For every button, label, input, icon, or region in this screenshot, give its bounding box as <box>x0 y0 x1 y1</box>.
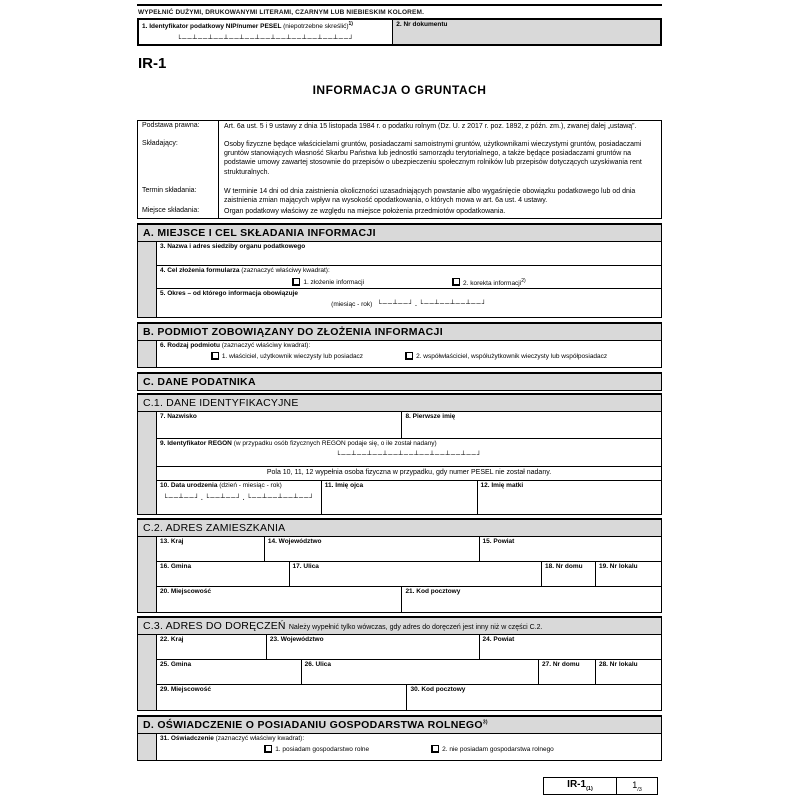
section-c1-body <box>137 412 662 515</box>
field-25-gmina[interactable] <box>157 660 302 684</box>
field-21-label: 21. Kod pocztowy <box>405 587 461 595</box>
legal-row-text: Organ podatkowy właściwy ze względu na miejsce położenia przedmiotów opodatkowania. <box>218 206 661 217</box>
field-29-label: 29. Miejscowość <box>160 685 211 693</box>
left-gray-strip <box>138 242 157 317</box>
field-21-kod-pocztowy[interactable] <box>402 587 661 612</box>
field-7-label: 7. Nazwisko <box>160 412 197 420</box>
field-6-label: 6. Rodzaj podmiotu <box>160 341 222 349</box>
field-8-label: 8. Pierwsze imię <box>405 412 456 420</box>
legal-row-text: W terminie 14 dni od dnia zaistnienia okoliczności uzasadniających powstanie albo wygaśnięcie obowiązku podatkowego lub od dnia zaistnienia zmian mających wpływ na wysokość opodatkowania, o których mowa w art. 6a ust. 4 ustawy. <box>218 186 661 206</box>
field-10-data-urodzenia[interactable] <box>157 481 322 514</box>
option-label: 2. korekta informacji$^{2)}$ <box>463 277 526 287</box>
field-1-nip-pesel[interactable] <box>139 20 393 44</box>
field-9-label-note: (w przypadku osób fizycznych REGON podaje się, o ile został nadany) <box>233 439 437 447</box>
field-5-hint: (miesiąc - rok) <box>331 301 373 309</box>
left-gray-strip <box>138 412 157 514</box>
form-title: INFORMACJA O GRUNTACH <box>312 83 487 97</box>
option-label: 1. posiadam gospodarstwo rolne <box>275 745 370 753</box>
field-4-label-note: (zaznaczyć właściwy kwadrat): <box>241 266 330 274</box>
section-a-body <box>137 242 662 318</box>
legal-row <box>138 121 661 139</box>
field-16-gmina[interactable] <box>157 562 290 586</box>
fill-instruction: WYPEŁNIĆ DUŻYMI, DRUKOWANYMI LITERAMI, CZARNYM LUB NIEBIESKIM KOLOREM. <box>138 9 425 16</box>
section-c-header: C. DANE PODATNIKA <box>137 372 662 391</box>
field-5-label: 5. Okres – od którego informacja obowiązuje <box>160 289 298 297</box>
footnote-1-marker: 1) <box>348 21 353 27</box>
field-7-nazwisko[interactable] <box>157 412 402 438</box>
field-1-comb: └──┴──┴──┴──┴──┴──┴──┴──┴──┴──┴──┘ <box>176 34 355 43</box>
left-gray-strip <box>138 734 157 760</box>
option-wlasciciel[interactable] <box>211 352 363 360</box>
field-15-powiat[interactable] <box>480 537 661 561</box>
row-note <box>157 467 661 481</box>
option-label: 2. współwłaściciel, współużytkownik wieczysty lub współposiadacz <box>416 352 608 360</box>
ir1-form <box>137 0 662 761</box>
checkbox-icon[interactable] <box>264 745 272 753</box>
field-26-ulica[interactable] <box>302 660 539 684</box>
option-zlozenie-informacji[interactable] <box>292 278 364 287</box>
field-28-nr-lokalu[interactable] <box>596 660 661 684</box>
option-posiadam-gospodarstwo[interactable] <box>264 745 369 753</box>
field-16-label: 16. Gmina <box>160 562 192 570</box>
field-29-miejscowosc[interactable] <box>157 685 407 710</box>
legal-row <box>138 206 661 217</box>
field-14-label: 14. Województwo <box>267 537 322 545</box>
field-12-label: 12. Imię matki <box>480 481 524 489</box>
field-2-label: 2. Nr dokumentu <box>396 21 448 28</box>
field-11-label: 11. Imię ojca <box>324 481 364 489</box>
left-gray-strip <box>138 537 157 612</box>
option-label: 1. złożenie informacji <box>303 278 365 286</box>
left-gray-strip <box>138 635 157 710</box>
footer-page-number: $1_{/3}$ <box>632 780 642 793</box>
footnote-2-marker: 2) <box>521 277 526 284</box>
field-4-label: 4. Cel złożenia formularza <box>160 266 242 274</box>
field-5-comb: └──┴──┘.└──┴──┴──┴──┘ <box>377 300 487 309</box>
field-20-miejscowosc[interactable] <box>157 587 402 612</box>
field-1-label: 1. Identyfikator podatkowy NIP/numer PESEL <box>142 23 284 31</box>
footer-form-code: $IR-1_{(1)}$ <box>544 778 617 794</box>
field-19-label: 19. Nr lokalu <box>598 562 638 570</box>
field-31-label: 31. Oświadczenie <box>160 734 216 742</box>
legal-row <box>138 139 661 186</box>
section-c2-header: C.2. ADRES ZAMIESZKANIA <box>137 518 662 537</box>
row-fields-10-11-12 <box>157 481 661 514</box>
field-11-imie-ojca[interactable] <box>322 481 478 514</box>
row-fields-22-23-24 <box>157 635 661 660</box>
field-17-ulica[interactable] <box>290 562 543 586</box>
field-13-kraj[interactable] <box>157 537 265 561</box>
pesel-note: Pola 10, 11, 12 wypełnia osoba fizyczna w przypadku, gdy numer PESEL nie został nadany. <box>266 468 552 476</box>
field-2-nr-dokumentu[interactable] <box>393 20 660 44</box>
field-9-regon[interactable] <box>157 439 661 466</box>
section-b-body <box>137 341 662 368</box>
field-1-label-note: (niepotrzebne skreślić) <box>283 23 349 31</box>
row-fields-29-30 <box>157 685 661 710</box>
field-9-label: 9. Identyfikator REGON <box>160 439 234 447</box>
legal-row-label: Składający: <box>142 140 178 147</box>
option-wspolwlasciciel[interactable] <box>405 352 607 360</box>
field-31-label-note: (zaznaczyć właściwy kwadrat): <box>215 734 305 742</box>
checkbox-icon[interactable] <box>431 745 439 753</box>
field-25-label: 25. Gmina <box>160 660 192 668</box>
field-20-label: 20. Miejscowość <box>160 587 211 595</box>
option-label: 2. nie posiadam gospodarstwa rolnego <box>442 745 554 753</box>
row-fields-16-17-18-19 <box>157 562 661 587</box>
field-31-oswiadczenie <box>157 734 661 760</box>
field-24-label: 24. Powiat <box>482 635 515 643</box>
field-18-label: 18. Nr domu <box>545 562 583 570</box>
section-d-body <box>137 734 662 761</box>
field-14-wojewodztwo[interactable] <box>265 537 480 561</box>
option-korekta-informacji[interactable] <box>452 278 526 287</box>
field-15-label: 15. Powiat <box>482 537 515 545</box>
section-c2-body <box>137 537 662 613</box>
field-22-kraj[interactable] <box>157 635 267 659</box>
field-22-label: 22. Kraj <box>160 635 184 643</box>
left-gray-strip <box>138 341 157 367</box>
section-c3-title: C.3. ADRES DO DORĘCZEŃ <box>143 619 286 632</box>
section-c3-body <box>137 635 662 711</box>
field-26-label: 26. Ulica <box>304 660 332 668</box>
legal-basis-block <box>137 120 662 219</box>
field-12-imie-matki[interactable] <box>478 481 661 514</box>
field-10-label: 10. Data urodzenia <box>160 481 220 489</box>
legal-row-label: Miejsce składania: <box>142 207 200 215</box>
field-3-label: 3. Nazwa i adres siedziby organu podatkowego <box>160 242 306 250</box>
legal-row-text: Art. 6a ust. 5 i 9 ustawy z dnia 15 listopada 1984 r. o podatku rolnym (Dz. U. z 2017 r. poz. 1892, z późn. zm.), zwanej dalej „ustawą”. <box>218 121 661 139</box>
field-18-nr-domu[interactable] <box>542 562 596 586</box>
row-field-6 <box>157 341 661 367</box>
row-field-9 <box>157 439 661 467</box>
section-c3-note: Należy wypełnić tylko wówczas, gdy adres do doręczeń jest inny niż w części C.2. <box>288 623 543 631</box>
option-nie-posiadam-gospodarstwa[interactable] <box>431 745 554 753</box>
page-footer <box>543 777 658 795</box>
field-23-label: 23. Województwo <box>269 635 324 643</box>
field-9-comb: └──┴──┴──┴──┴──┴──┴──┴──┴──┘ <box>335 451 482 460</box>
field-19-nr-lokalu[interactable] <box>596 562 661 586</box>
checkbox-icon[interactable] <box>405 352 413 360</box>
field-27-nr-domu[interactable] <box>539 660 596 684</box>
field-4-cel-zlozenia <box>157 266 661 288</box>
row-field-4 <box>157 266 661 289</box>
section-a-header: A. MIEJSCE I CEL SKŁADANIA INFORMACJI <box>137 223 662 242</box>
field-10-comb: └──┴──┘.└──┴──┘.└──┴──┴──┴──┘ <box>163 494 315 503</box>
legal-row <box>138 186 661 206</box>
field-6-rodzaj-podmiotu <box>157 341 661 367</box>
row-fields-7-8 <box>157 412 661 439</box>
row-field-5 <box>157 289 661 317</box>
row-field-3 <box>157 242 661 266</box>
section-d-title: D. OŚWIADCZENIE O POSIADANIU GOSPODARSTWA ROLNEGO <box>143 718 483 731</box>
field-24-powiat[interactable] <box>480 635 661 659</box>
legal-row-text: Osoby fizyczne będące właścicielami gruntów, posiadaczami samoistnymi gruntów, użytkownikami wieczystymi gruntów, posiadaczami gruntów stanowiących własność Skarbu Państwa lub jednostki samorządu terytorialnego, a także będące posiadaczami gruntów na podstawie umowy zawartej stosownie do przepisów o ubezpieczeniu społecznym rolników lub przepisów dotyczących uzyskiwania rent strukturalnych. <box>218 139 661 186</box>
top-rule <box>137 4 662 6</box>
field-13-label: 13. Kraj <box>160 537 184 545</box>
field-23-wojewodztwo[interactable] <box>267 635 480 659</box>
form-code: IR-1 <box>138 55 167 72</box>
field-5-okres[interactable] <box>157 289 661 317</box>
section-d-header <box>137 715 662 734</box>
legal-row-label: Podstawa prawna: <box>142 122 200 129</box>
section-c1-header: C.1. DANE IDENTYFIKACYJNE <box>137 393 662 412</box>
row-fields-13-14-15 <box>157 537 661 562</box>
row-fields-25-26-27-28 <box>157 660 661 685</box>
footnote-3-marker: 3) <box>482 719 488 726</box>
legal-row-label: Termin składania: <box>142 187 197 194</box>
option-label: 1. właściciel, użytkownik wieczysty lub posiadacz <box>221 352 364 360</box>
field-28-label: 28. Nr lokalu <box>598 660 638 668</box>
checkbox-icon[interactable] <box>452 278 460 286</box>
field-17-label: 17. Ulica <box>292 562 319 570</box>
field-30-kod-pocztowy[interactable] <box>407 685 661 710</box>
row-field-31 <box>157 734 661 760</box>
checkbox-icon[interactable] <box>211 352 219 360</box>
field-30-label: 30. Kod pocztowy <box>410 685 466 693</box>
field-3-organ-podatkowy[interactable] <box>157 242 661 265</box>
section-c3-header <box>137 616 662 635</box>
section-b-header: B. PODMIOT ZOBOWIĄZANY DO ZŁOŻENIA INFORMACJI <box>137 322 662 341</box>
footer-form-code-sub: (1) <box>586 786 593 792</box>
field-8-pierwsze-imie[interactable] <box>402 412 661 438</box>
checkbox-icon[interactable] <box>292 278 300 286</box>
field-27-label: 27. Nr domu <box>542 660 580 668</box>
field-10-label-note: (dzień - miesiąc - rok) <box>219 481 282 489</box>
header-id-table <box>137 18 662 46</box>
field-6-label-note: (zaznaczyć właściwy kwadrat): <box>221 341 311 349</box>
row-fields-20-21 <box>157 587 661 612</box>
